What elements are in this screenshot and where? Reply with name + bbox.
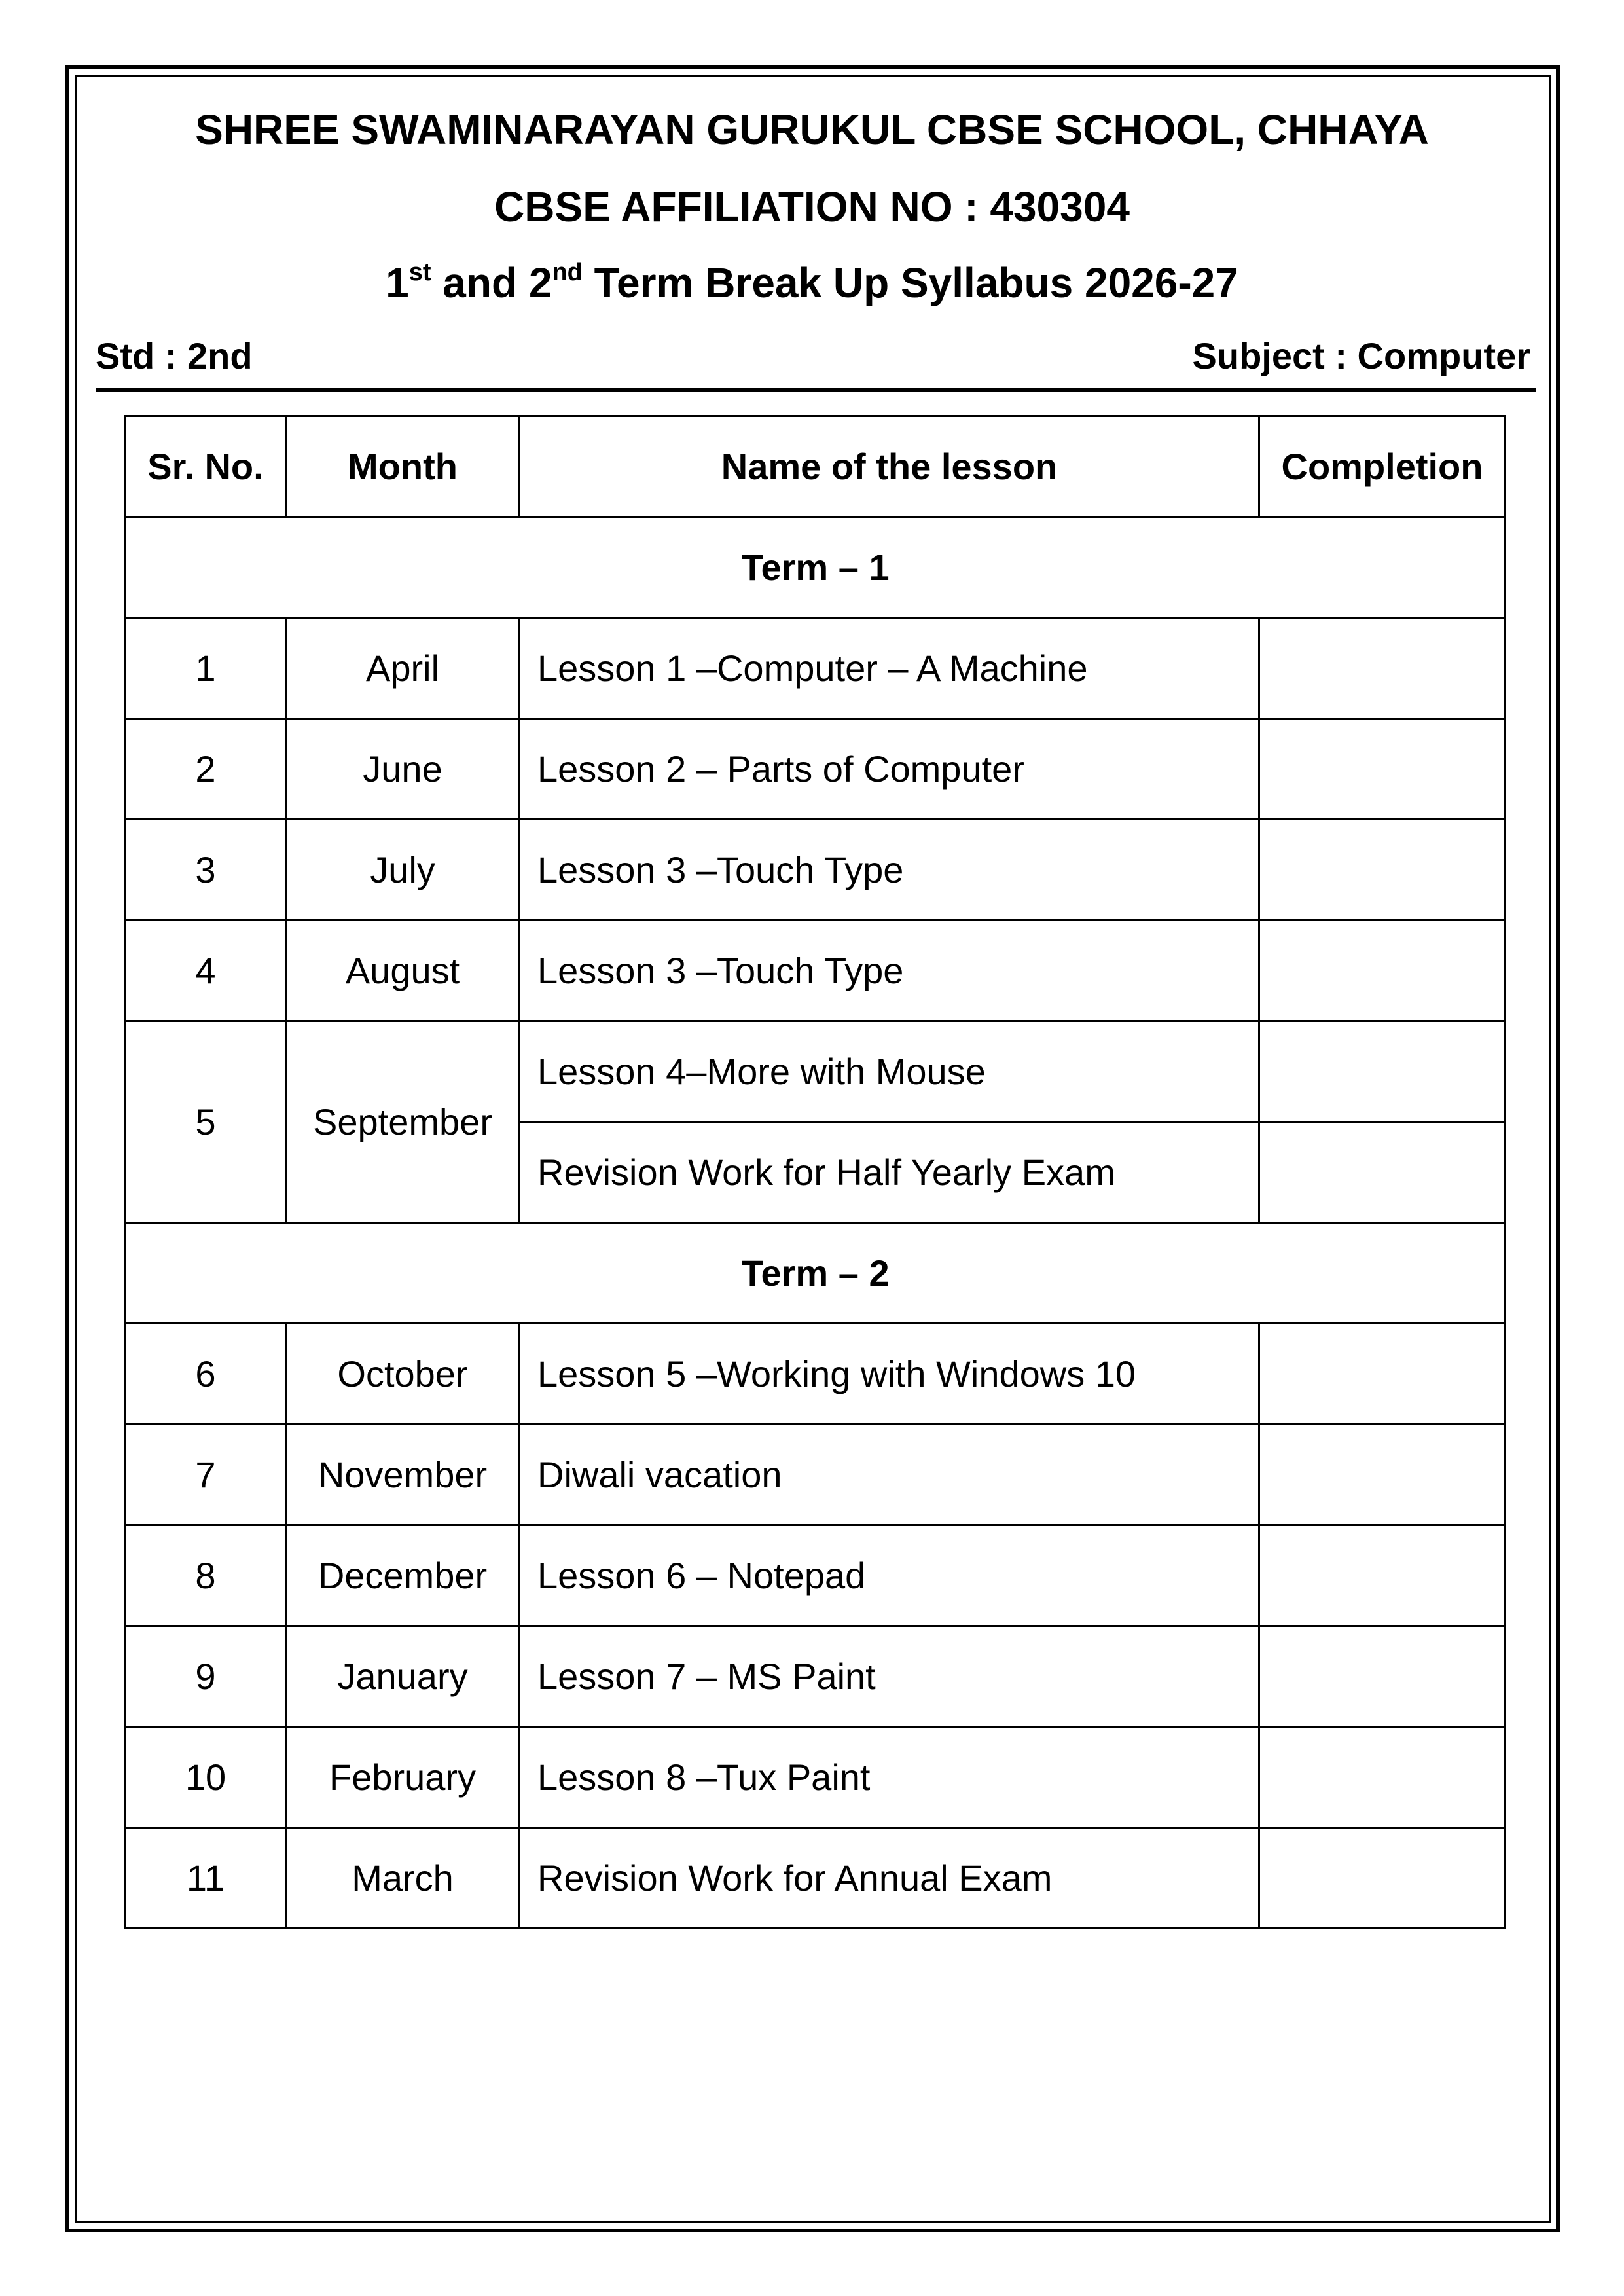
- subject-label: Subject : Computer: [1192, 335, 1530, 376]
- lesson-cell: Revision Work for Annual Exam: [520, 1828, 1259, 1929]
- lesson-cell: Diwali vacation: [520, 1425, 1259, 1525]
- term-1-label: Term – 1: [126, 517, 1506, 618]
- month-cell: February: [286, 1727, 520, 1828]
- month-cell: March: [286, 1828, 520, 1929]
- sr-no-cell: 3: [126, 820, 286, 920]
- syllabus-table: [124, 415, 1506, 1929]
- month-cell: December: [286, 1525, 520, 1626]
- table-row: [126, 1425, 1506, 1525]
- month-cell: November: [286, 1425, 520, 1525]
- sr-no-cell: 10: [126, 1727, 286, 1828]
- title-part-1: 1: [386, 259, 409, 306]
- completion-cell[interactable]: [1259, 618, 1506, 719]
- lesson-cell: Lesson 3 –Touch Type: [520, 920, 1259, 1021]
- completion-cell[interactable]: [1259, 820, 1506, 920]
- sr-no-cell: 8: [126, 1525, 286, 1626]
- school-name: SHREE SWAMINARAYAN GURUKUL CBSE SCHOOL, CHHAYA: [195, 106, 1429, 153]
- lesson-cell: Lesson 7 – MS Paint: [520, 1626, 1259, 1727]
- sr-no-cell: 1: [126, 618, 286, 719]
- syllabus-title: [0, 257, 1624, 309]
- table-row: [126, 820, 1506, 920]
- month-cell: October: [286, 1324, 520, 1425]
- completion-cell[interactable]: [1259, 1324, 1506, 1425]
- meta-row: [96, 330, 1530, 382]
- table-row: [126, 1324, 1506, 1425]
- month-cell: June: [286, 719, 520, 820]
- table-header-row: [126, 416, 1506, 517]
- month-cell: January: [286, 1626, 520, 1727]
- lesson-cell: Lesson 2 – Parts of Computer: [520, 719, 1259, 820]
- sr-no-cell: 4: [126, 920, 286, 1021]
- lesson-cell: Lesson 4–More with Mouse: [520, 1021, 1259, 1122]
- table-row: [126, 1828, 1506, 1929]
- table-row: [126, 1525, 1506, 1626]
- sr-no-cell: 7: [126, 1425, 286, 1525]
- table-row: [126, 1727, 1506, 1828]
- completion-cell[interactable]: [1259, 1525, 1506, 1626]
- completion-cell[interactable]: [1259, 1425, 1506, 1525]
- title-part-2: and 2: [431, 259, 552, 306]
- lesson-cell: Lesson 1 –Computer – A Machine: [520, 618, 1259, 719]
- affiliation-number: CBSE AFFILIATION NO : 430304: [494, 183, 1130, 230]
- month-cell: August: [286, 920, 520, 1021]
- term-2-row: [126, 1223, 1506, 1324]
- lesson-cell: Lesson 3 –Touch Type: [520, 820, 1259, 920]
- completion-cell[interactable]: [1259, 1021, 1506, 1122]
- header-rule: [96, 388, 1536, 392]
- term-2-label: Term – 2: [126, 1223, 1506, 1324]
- completion-cell[interactable]: [1259, 920, 1506, 1021]
- title-sup-2: nd: [552, 259, 583, 286]
- table-row: [126, 920, 1506, 1021]
- lesson-cell: Lesson 6 – Notepad: [520, 1525, 1259, 1626]
- lesson-cell: Lesson 8 –Tux Paint: [520, 1727, 1259, 1828]
- month-cell: April: [286, 618, 520, 719]
- std-label: Std : 2nd: [96, 335, 253, 376]
- sr-no-cell: 2: [126, 719, 286, 820]
- sr-no-cell: 11: [126, 1828, 286, 1929]
- month-cell: July: [286, 820, 520, 920]
- sr-no-cell: 9: [126, 1626, 286, 1727]
- table-row: [126, 719, 1506, 820]
- term-1-row: [126, 517, 1506, 618]
- completion-cell[interactable]: [1259, 1727, 1506, 1828]
- table-row: [126, 1021, 1506, 1122]
- table-row: [126, 618, 1506, 719]
- sr-no-cell: 5: [126, 1021, 286, 1223]
- completion-cell[interactable]: [1259, 1626, 1506, 1727]
- sr-no-cell: 6: [126, 1324, 286, 1425]
- col-header-lesson: Name of the lesson: [520, 416, 1259, 517]
- col-header-sr-no: Sr. No.: [126, 416, 286, 517]
- completion-cell[interactable]: [1259, 1828, 1506, 1929]
- completion-cell[interactable]: [1259, 1122, 1506, 1223]
- table-row: [126, 1626, 1506, 1727]
- lesson-cell: Revision Work for Half Yearly Exam: [520, 1122, 1259, 1223]
- title-sup-1: st: [408, 259, 431, 286]
- col-header-month: Month: [286, 416, 520, 517]
- completion-cell[interactable]: [1259, 719, 1506, 820]
- lesson-cell: Lesson 5 –Working with Windows 10: [520, 1324, 1259, 1425]
- col-header-completion: Completion: [1259, 416, 1506, 517]
- month-cell: September: [286, 1021, 520, 1223]
- title-part-3: Term Break Up Syllabus 2026-27: [582, 259, 1238, 306]
